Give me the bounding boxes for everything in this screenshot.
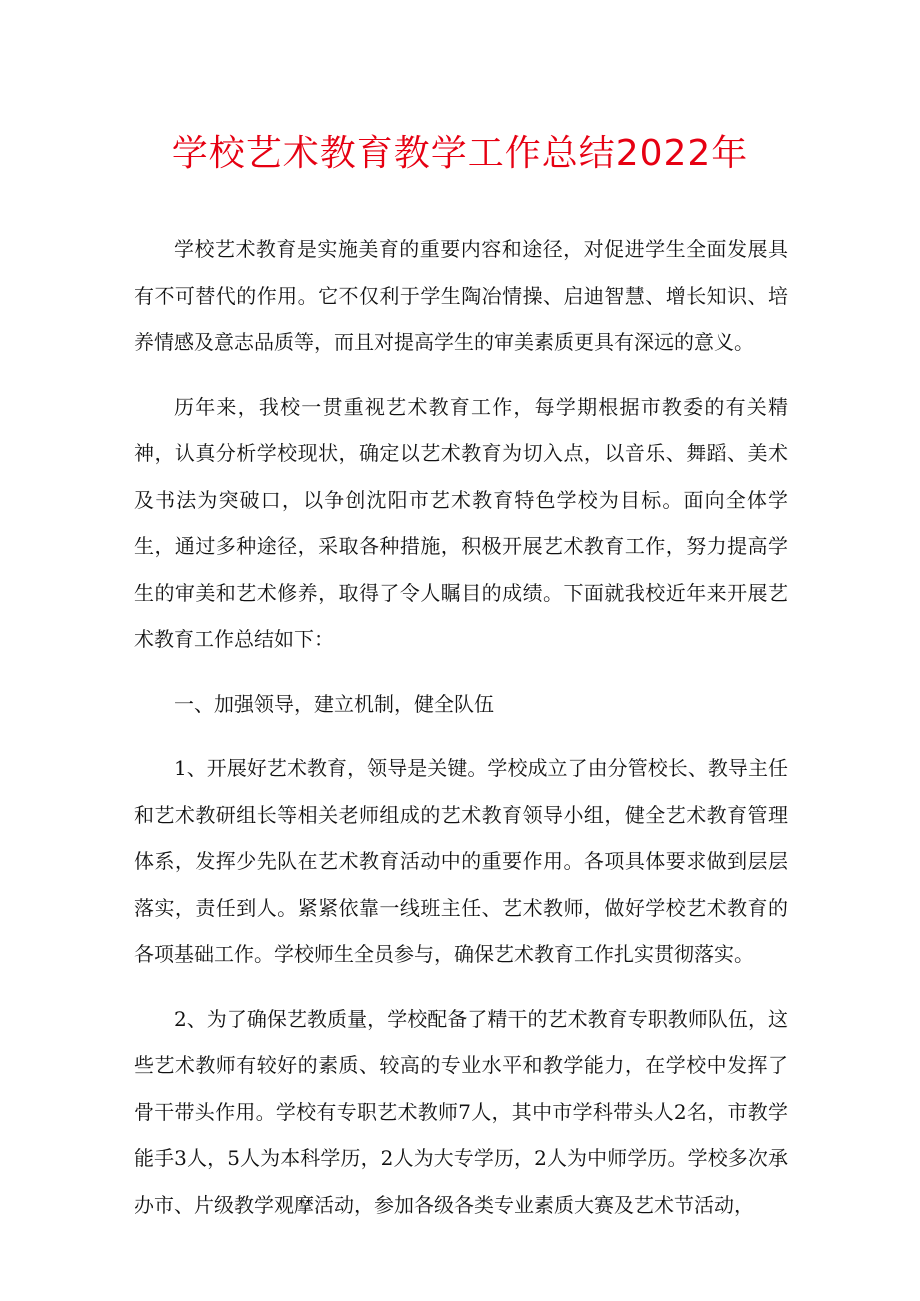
teacher-team-paragraph: 2、为了确保艺教质量，学校配备了精干的艺术教育专职教师队伍，这些艺术教师有较好的素质、较高的专业水平和教学能力，在学校中发挥了骨干带头作用。学校有专职艺术教师7人，其中市学科带头人2名，市教学能手3人，5人为本科学历，2人为大专学历，2人为中师学历。学校多次承办市、片级教学观摩活动，参加各级各类专业素质大赛及艺术节活动， [134,1006,788,1217]
background-paragraph: 历年来，我校一贯重视艺术教育工作，每学期根据市教委的有关精神，认真分析学校现状，确定以艺术教育为切入点，以音乐、舞蹈、美术及书法为突破口，以争创沈阳市艺术教育特色学校为目标。面向全体学生，通过多种途径，采取各种措施，积极开展艺术教育工作，努力提高学生的审美和艺术修养，取得了令人瞩目的成绩。下面就我校近年来开展艺术教育工作总结如下： [134,394,788,651]
leadership-paragraph: 1、开展好艺术教育，领导是关键。学校成立了由分管校长、教导主任和艺术教研组长等相关老师组成的艺术教育领导小组，健全艺术教育管理体系，发挥少先队在艺术教育活动中的重要作用。各项具体要求做到层层落实，责任到人。紧紧依靠一线班主任、艺术教师，做好学校艺术教育的各项基础工作。学校师生全员参与，确保艺术教育工作扎实贯彻落实。 [134,756,788,966]
document-title: 学校艺术教育教学工作总结2022年 [171,133,749,174]
document-body [134,226,788,1246]
intro-paragraph: 学校艺术教育是实施美育的重要内容和途径，对促进学生全面发展具有不可替代的作用。它不仅利于学生陶冶情操、启迪智慧、增长知识、培养情感及意志品质等，而且对提高学生的审美素质更具有深远的意义。 [134,237,788,354]
section-heading: 一、加强领导，建立机制，健全队伍 [174,691,494,716]
